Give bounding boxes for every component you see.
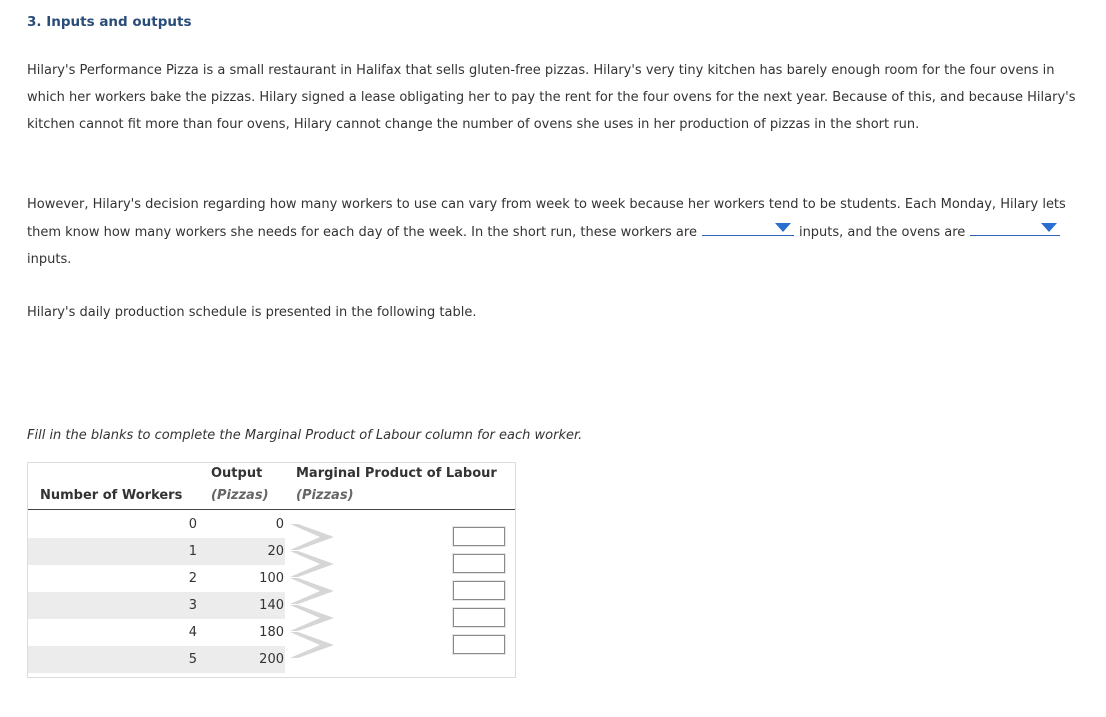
- dropdown-arrow-icon: [775, 223, 791, 232]
- table-row: [28, 538, 285, 565]
- workers-cell: 0: [188, 517, 197, 532]
- table-row: [28, 592, 285, 619]
- workers-cell: 2: [188, 571, 197, 586]
- workers-cell: 5: [188, 652, 197, 667]
- workers-cell: 3: [188, 598, 197, 613]
- output-cell: 20: [267, 544, 284, 559]
- mpl-unit-header: (Pizzas): [296, 488, 354, 503]
- output-cell: 140: [259, 598, 284, 613]
- mpl-input-worker-5[interactable]: [453, 635, 505, 654]
- output-cell: 0: [275, 517, 284, 532]
- mpl-input-worker-3[interactable]: [453, 581, 505, 600]
- table-row: [28, 511, 285, 538]
- table-row: [28, 646, 285, 673]
- table-row: [28, 619, 285, 646]
- chevron-right-icon: [290, 632, 336, 658]
- production-schedule-table: [27, 462, 516, 678]
- output-cell: 180: [259, 625, 284, 640]
- mpl-input-worker-1[interactable]: [453, 527, 505, 546]
- workers-cell: 1: [188, 544, 197, 559]
- dropdown-arrow-icon: [1041, 223, 1057, 232]
- instruction-text: Fill in the blanks to complete the Marginal Product of Labour column for each worker.: [27, 428, 583, 443]
- workers-cell: 4: [188, 625, 197, 640]
- paragraph-table-intro: Hilary's daily production schedule is presented in the following table.: [27, 305, 477, 320]
- mpl-header: Marginal Product of Labour: [296, 466, 497, 481]
- workers-input-type-dropdown[interactable]: [702, 218, 794, 236]
- paragraph-inputs-text-after: inputs.: [27, 252, 72, 267]
- paragraph-inputs: [27, 191, 1079, 273]
- output-cell: 200: [259, 652, 284, 667]
- output-unit-header: (Pizzas): [211, 488, 269, 503]
- mpl-input-worker-4[interactable]: [453, 608, 505, 627]
- chevron-right-icon: [290, 551, 336, 577]
- chevron-right-icon: [290, 605, 336, 631]
- paragraph-inputs-text-before: However, Hilary's decision regarding how many workers to use can vary from week to week because her workers tend to be students. Each Monday, Hilary lets them know how many workers she needs for each day of the week. In the short run, these workers are: [27, 197, 1066, 240]
- table-row: [28, 565, 285, 592]
- header-divider: [28, 509, 515, 510]
- workers-header: Number of Workers: [40, 488, 183, 503]
- paragraph-intro: Hilary's Performance Pizza is a small restaurant in Halifax that sells gluten-free pizzas. Hilary's very tiny kitchen has barely enough room for the four ovens in which her workers bake the pizzas. Hilary signed a lease obligating her to pay the rent for the four ovens for the next year. Because of this, and because Hilary's kitchen cannot fit more than four ovens, Hilary cannot change the number of ovens she uses in her production of pizzas in the short run.: [27, 63, 1076, 132]
- ovens-input-type-dropdown[interactable]: [970, 218, 1060, 236]
- chevron-right-icon: [290, 524, 336, 550]
- paragraph-inputs-text-middle: inputs, and the ovens are: [798, 225, 966, 240]
- chevron-right-icon: [290, 578, 336, 604]
- output-cell: 100: [259, 571, 284, 586]
- mpl-input-worker-2[interactable]: [453, 554, 505, 573]
- output-header: Output: [211, 466, 263, 481]
- question-heading: 3. Inputs and outputs: [27, 14, 192, 30]
